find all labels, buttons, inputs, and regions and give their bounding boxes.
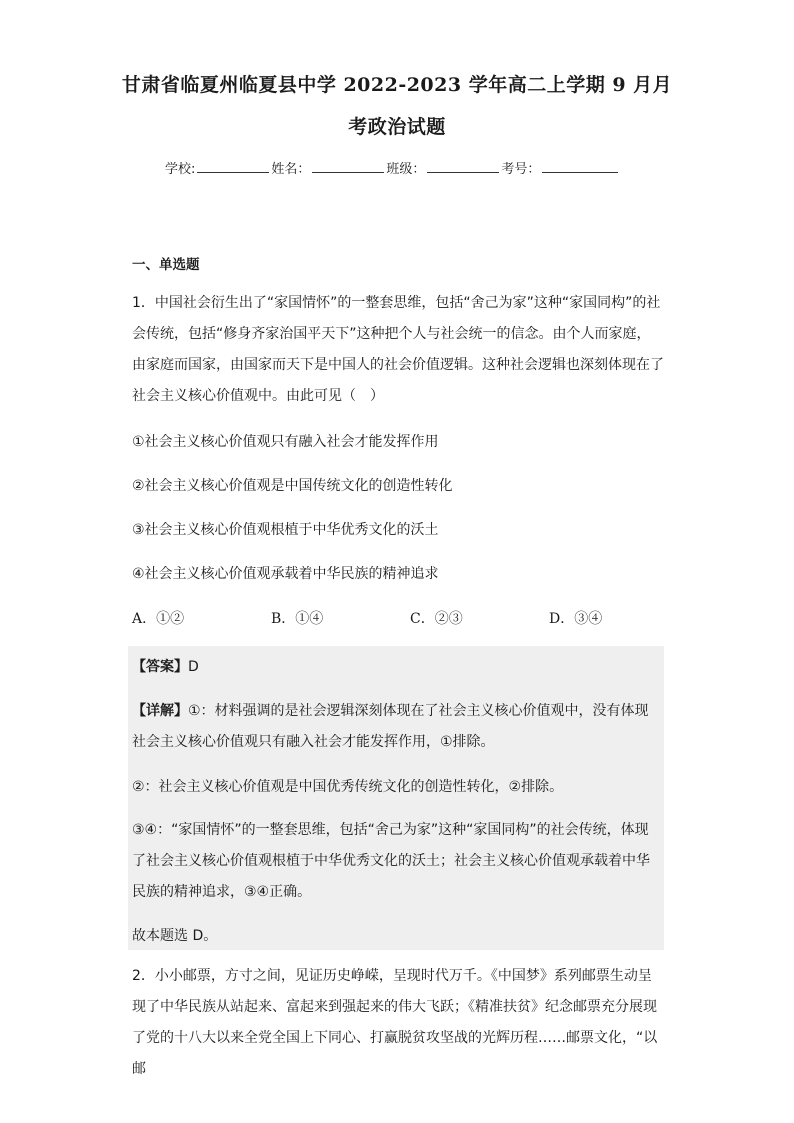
question-1-stem: 1．中国社会衍生出了“家国情怀”的一整套思维，包括“舍己为家”这种“家国同构”的社会传统，包括“修身齐家治国平天下”这种把个人与社会统一的信念。由个人而家庭，由家庭而国家，由国家而天下是中国人的社会价值逻辑。这种社会逻辑也深刻体现在了社会主义核心价值观中。由此可见（ ）: [132, 295, 664, 404]
class-label: 班级：: [386, 162, 426, 177]
answer-value: D: [188, 659, 199, 675]
answer-line: [132, 652, 662, 683]
name-blank[interactable]: [312, 159, 384, 173]
question-1-option-3: ③社会主义核心价值观根植于中华优秀文化的沃土: [132, 522, 439, 538]
choice-d[interactable]: D．③④: [549, 611, 603, 627]
question-1-option-2: ②社会主义核心价值观是中国传统文化的创造性转化: [132, 478, 453, 494]
detail-3: ③④：“家国情怀”的一整套思维，包括“舍己为家”这种“家国同构”的社会传统，体现了社会主义核心价值观根植于中华优秀文化的沃土；社会主义核心价值观承载着中华民族的精神追求，③④正确。: [132, 822, 650, 900]
choice-b[interactable]: B．①④: [271, 611, 324, 627]
question-2-stem: 2．小小邮票，方寸之间，见证历史峥嵘，呈现时代万千。《中国梦》系列邮票生动呈现了中华民族从站起来、富起来到强起来的伟大飞跃；《精准扶贫》纪念邮票充分展现了党的十八大以来全党全国上下同心、打赢脱贫攻坚战的光辉历程……邮票文化，“以邮: [132, 968, 658, 1077]
choice-a[interactable]: A．①②: [132, 611, 185, 627]
section-heading: 一、单选题: [132, 257, 200, 273]
student-info-line: [165, 158, 620, 177]
exam-title-line2: 考政治试题: [348, 116, 446, 138]
name-label: 姓名：: [271, 162, 311, 177]
number-blank[interactable]: [542, 159, 618, 173]
answer-conclusion: 故本题选 D。: [132, 928, 218, 944]
detail-1: [132, 696, 662, 758]
exam-title-line1: 甘肃省临夏州临夏县中学 2022-2023 学年高二上学期 9 月月: [121, 74, 673, 96]
school-label: 学校:: [165, 162, 196, 177]
detail-2: ②：社会主义核心价值观是中国优秀传统文化的创造性转化，②排除。: [132, 779, 564, 795]
number-label: 考号：: [501, 162, 541, 177]
question-1-option-1: ①社会主义核心价值观只有融入社会才能发挥作用: [132, 434, 439, 450]
question-1-option-4: ④社会主义核心价值观承载着中华民族的精神追求: [132, 566, 439, 582]
detail-label: 【详解】: [132, 703, 188, 719]
answer-label: 【答案】: [132, 659, 188, 675]
choice-c[interactable]: C．②③: [410, 611, 463, 627]
school-blank[interactable]: [197, 159, 269, 173]
detail-1-text: ①：材料强调的是社会逻辑深刻体现在了社会主义核心价值观中，没有体现社会主义核心价值观只有融入社会才能发挥作用，①排除。: [132, 703, 649, 750]
class-blank[interactable]: [427, 159, 499, 173]
